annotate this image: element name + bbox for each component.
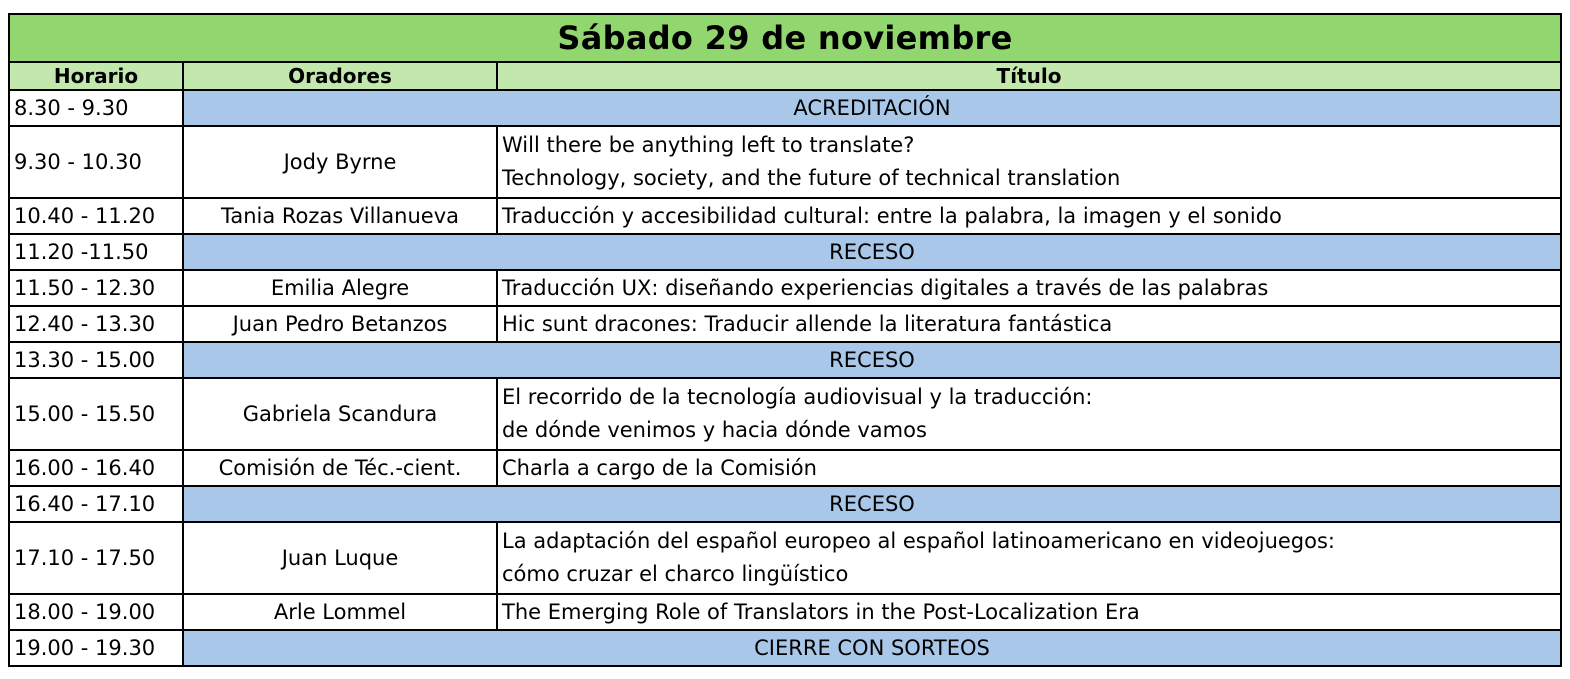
talk-title-cell xyxy=(497,270,1561,306)
talk-title-line: The Emerging Role of Translators in the Post-Localization Era xyxy=(502,599,1140,624)
table-row xyxy=(9,594,1561,630)
time-cell: 18.00 - 19.00 xyxy=(9,594,183,630)
session-band: RECESO xyxy=(183,342,1561,378)
talk-title-line: Charla a cargo de la Comisión xyxy=(502,455,817,480)
talk-title-line: Traducción UX: diseñando experiencias digitales a través de las palabras xyxy=(502,275,1269,300)
table-row xyxy=(9,234,1561,270)
table-row xyxy=(9,522,1561,594)
talk-title-cell xyxy=(497,126,1561,198)
column-header-time: Horario xyxy=(9,62,183,90)
time-cell: 15.00 - 15.50 xyxy=(9,378,183,450)
time-cell: 11.50 - 12.30 xyxy=(9,270,183,306)
schedule-title: Sábado 29 de noviembre xyxy=(9,14,1561,62)
table-row xyxy=(9,270,1561,306)
table-row xyxy=(9,90,1561,126)
table-row xyxy=(9,198,1561,234)
talk-title-cell xyxy=(497,450,1561,486)
table-row xyxy=(9,486,1561,522)
talk-title-line: de dónde venimos y hacia dónde vamos xyxy=(502,418,927,442)
talk-title-cell xyxy=(497,594,1561,630)
column-header-speaker: Oradores xyxy=(183,62,497,90)
talk-title-cell xyxy=(497,522,1561,594)
speaker-cell: Gabriela Scandura xyxy=(183,378,497,450)
time-cell: 12.40 - 13.30 xyxy=(9,306,183,342)
table-row xyxy=(9,630,1561,666)
time-cell: 8.30 - 9.30 xyxy=(9,90,183,126)
time-cell: 19.00 - 19.30 xyxy=(9,630,183,666)
speaker-cell: Juan Luque xyxy=(183,522,497,594)
talk-title-cell xyxy=(497,306,1561,342)
time-cell: 9.30 - 10.30 xyxy=(9,126,183,198)
column-header-title: Título xyxy=(497,62,1561,90)
talk-title-line: El recorrido de la tecnología audiovisual y la traducción: xyxy=(502,385,1093,409)
time-cell: 10.40 - 11.20 xyxy=(9,198,183,234)
session-band: ACREDITACIÓN xyxy=(183,90,1561,126)
table-row xyxy=(9,378,1561,450)
time-cell: 16.40 - 17.10 xyxy=(9,486,183,522)
talk-title-line: Hic sunt dracones: Traducir allende la literatura fantástica xyxy=(502,311,1113,336)
session-band: CIERRE CON SORTEOS xyxy=(183,630,1561,666)
time-cell: 16.00 - 16.40 xyxy=(9,450,183,486)
speaker-cell: Jody Byrne xyxy=(183,126,497,198)
table-row xyxy=(9,450,1561,486)
table-row xyxy=(9,126,1561,198)
speaker-cell: Juan Pedro Betanzos xyxy=(183,306,497,342)
session-band: RECESO xyxy=(183,486,1561,522)
speaker-cell: Arle Lommel xyxy=(183,594,497,630)
speaker-cell: Tania Rozas Villanueva xyxy=(183,198,497,234)
table-row xyxy=(9,342,1561,378)
talk-title-cell xyxy=(497,378,1561,450)
table-row xyxy=(9,306,1561,342)
schedule-table xyxy=(8,13,1562,667)
time-cell: 13.30 - 15.00 xyxy=(9,342,183,378)
talk-title-line: cómo cruzar el charco lingüístico xyxy=(502,562,849,586)
talk-title-line: Technology, society, and the future of technical translation xyxy=(502,166,1121,190)
talk-title-line: La adaptación del español europeo al español latinoamericano en videojuegos: xyxy=(502,529,1335,553)
speaker-cell: Emilia Alegre xyxy=(183,270,497,306)
time-cell: 11.20 -11.50 xyxy=(9,234,183,270)
talk-title-line: Will there be anything left to translate? xyxy=(502,133,915,157)
speaker-cell: Comisión de Téc.-cient. xyxy=(183,450,497,486)
talk-title-cell xyxy=(497,198,1561,234)
talk-title-line: Traducción y accesibilidad cultural: entre la palabra, la imagen y el sonido xyxy=(502,203,1282,228)
time-cell: 17.10 - 17.50 xyxy=(9,522,183,594)
schedule-body xyxy=(9,90,1561,666)
session-band: RECESO xyxy=(183,234,1561,270)
